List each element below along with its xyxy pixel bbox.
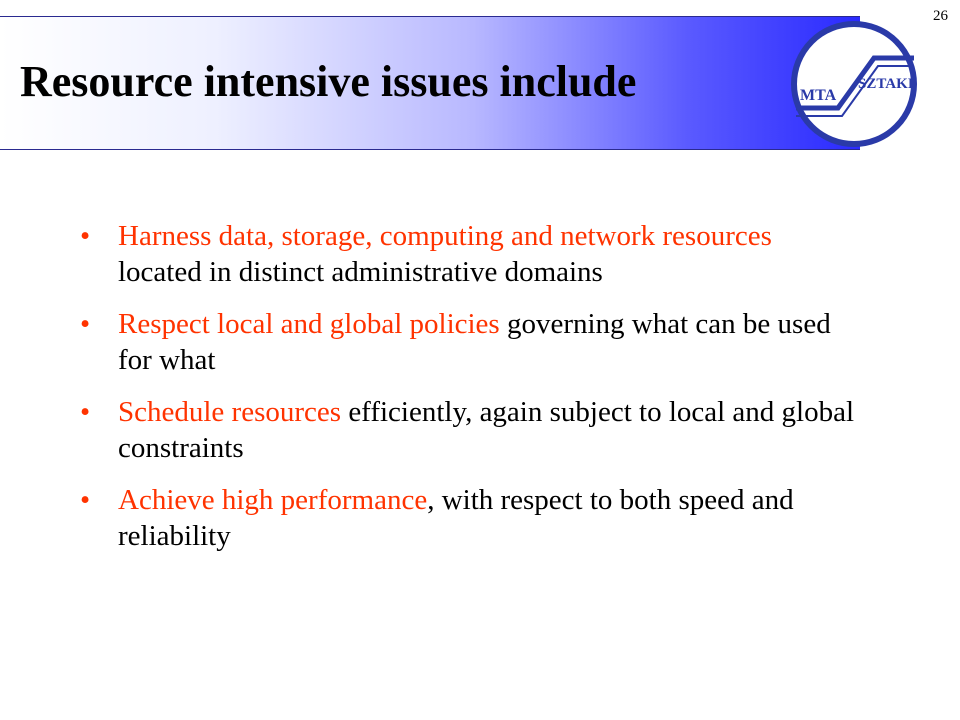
bullet-text: , with respect to both speed and reliability — [118, 484, 794, 552]
bullet-item — [80, 482, 860, 554]
logo-text-mta: MTA — [800, 87, 837, 104]
slide-number: 26 — [933, 8, 948, 24]
bullet-dot: • — [80, 220, 91, 252]
bullet-highlight: Schedule resources — [118, 396, 342, 428]
bullet-text: efficiently, again subject to local and global constraints — [118, 396, 855, 464]
bullet-dot: • — [80, 396, 91, 428]
bullet-item — [80, 218, 860, 290]
bullet-item — [80, 394, 860, 466]
bullet-highlight: Harness data, storage, computing and network resources — [118, 220, 772, 252]
mta-sztaki-logo — [786, 20, 922, 148]
bullet-item — [80, 306, 860, 378]
bullet-highlight: Achieve high performance — [118, 484, 428, 516]
logo-text-sztaki: SZTAKI — [858, 76, 914, 92]
bullet-text: governing what can be used for what — [118, 308, 831, 376]
slide-title: Resource intensive issues include — [20, 57, 637, 106]
bullet-text: located in distinct administrative domains — [118, 256, 603, 288]
bullet-dot: • — [80, 308, 91, 340]
bullet-highlight: Respect local and global policies — [118, 308, 500, 340]
bullet-list — [80, 218, 860, 570]
bullet-dot: • — [80, 484, 91, 516]
